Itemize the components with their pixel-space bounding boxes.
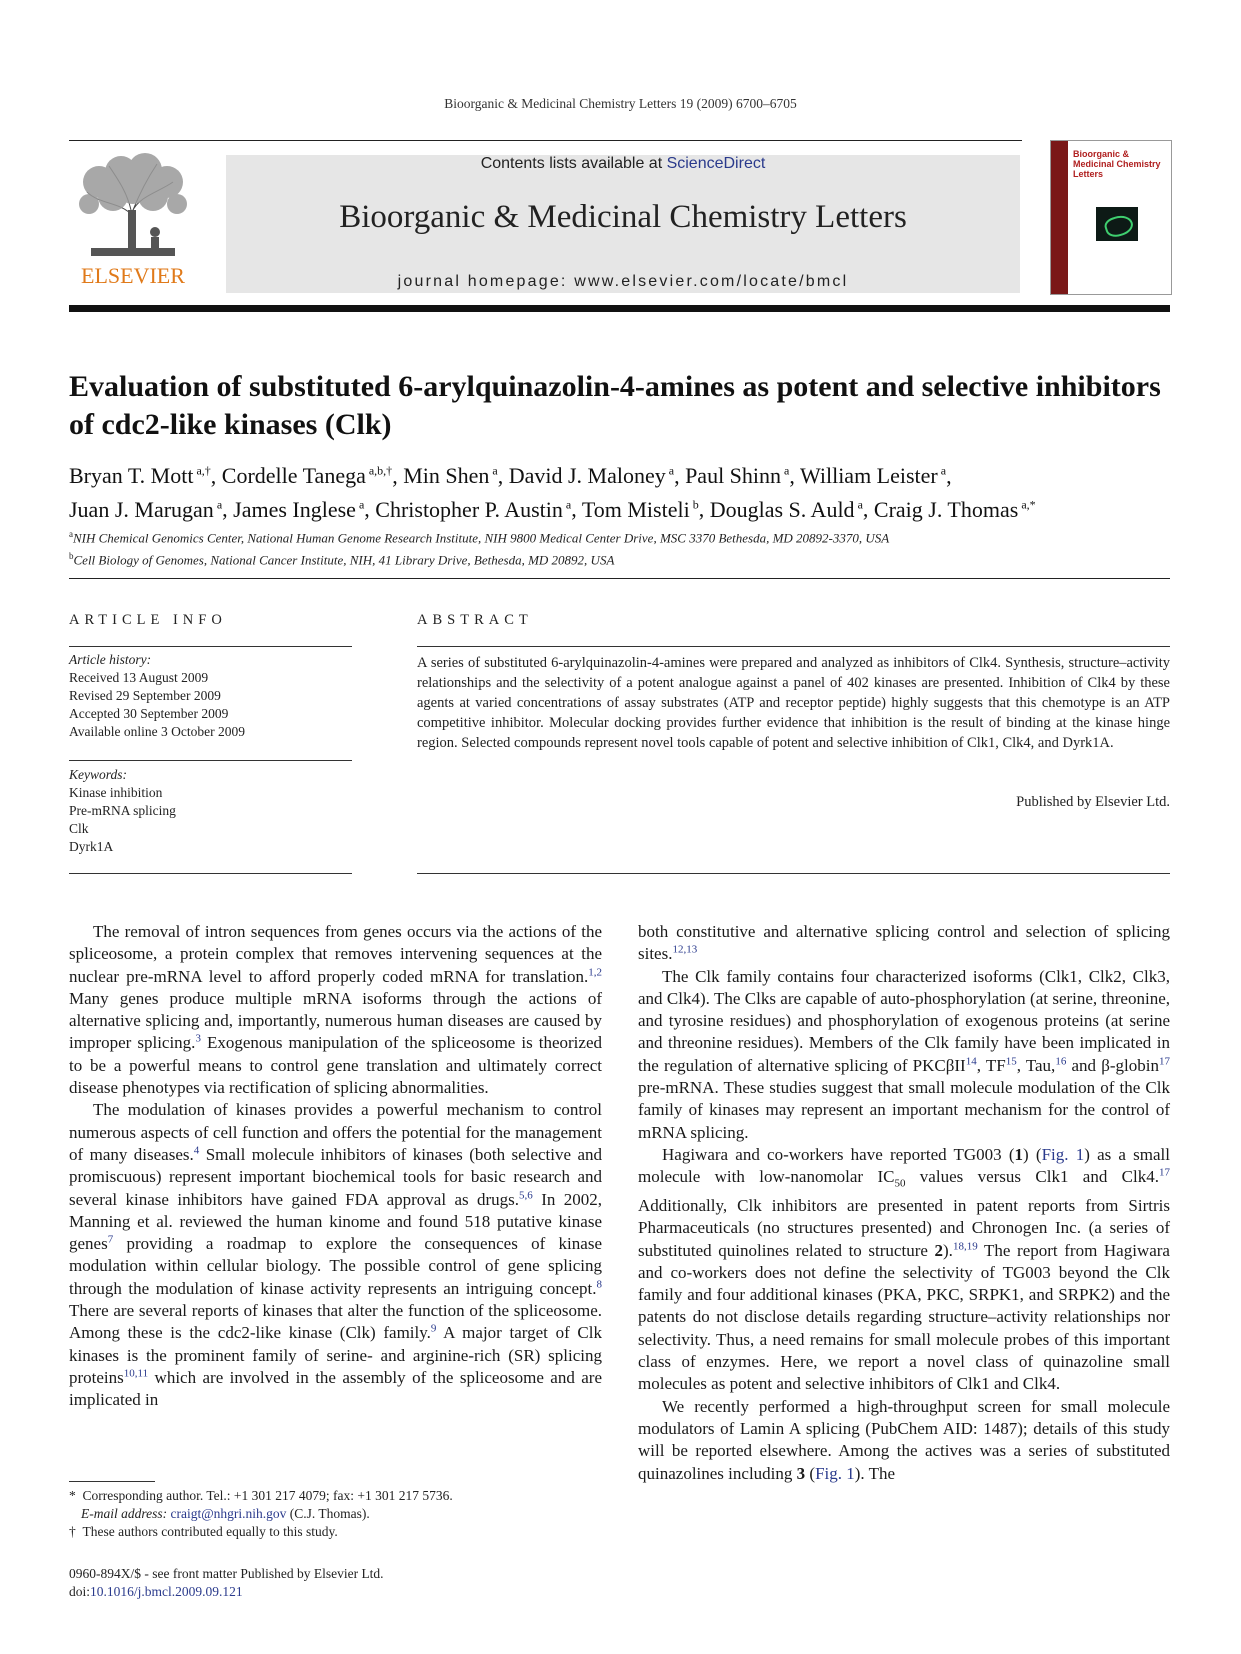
masthead-thick-rule bbox=[69, 305, 1170, 312]
author[interactable] bbox=[222, 463, 392, 488]
author-affiliation-mark: a,b,† bbox=[365, 464, 393, 478]
body-column-right bbox=[638, 921, 1170, 1485]
history-revised: Revised 29 September 2009 bbox=[69, 688, 221, 703]
author-affiliation-mark: a bbox=[355, 497, 365, 512]
affiliation-mark: b bbox=[69, 551, 74, 562]
abstract-heading: ABSTRACT bbox=[417, 612, 533, 628]
keyword: Dyrk1A bbox=[69, 839, 114, 854]
author-name: David J. Maloney bbox=[508, 463, 666, 489]
author-name: Christopher P. Austin bbox=[375, 496, 563, 522]
author-affiliation-mark: a bbox=[854, 497, 863, 512]
bottom-info bbox=[69, 1565, 609, 1601]
citation-reference[interactable]: 12,13 bbox=[672, 943, 698, 956]
author[interactable] bbox=[582, 497, 699, 522]
author[interactable] bbox=[685, 463, 789, 488]
author-name: Douglas S. Auld bbox=[709, 496, 855, 522]
affiliation bbox=[69, 525, 1170, 547]
author[interactable] bbox=[874, 497, 1036, 522]
figure-link[interactable]: Fig. 1 bbox=[815, 1463, 855, 1483]
doi-line bbox=[69, 1583, 609, 1601]
citation-reference[interactable]: 7 bbox=[107, 1233, 114, 1246]
affiliation-text: NIH Chemical Genomics Center, National Human Genome Research Institute, NIH 9800 Medical Center Drive, MSC 3370 Bethesda, MD 20892-3370, USA bbox=[73, 530, 890, 546]
journal-banner bbox=[226, 155, 1020, 293]
footnote-rule bbox=[69, 1481, 155, 1482]
abstract-bottom-rule bbox=[417, 873, 1170, 874]
subscript: 50 bbox=[894, 1177, 906, 1190]
elsevier-tree-icon bbox=[69, 152, 197, 292]
email-suffix: (C.J. Thomas). bbox=[286, 1506, 370, 1521]
body-paragraph: Hagiwara and co-workers have reported TG003 (1) (Fig. 1) as a small molecule with low-nanomolar $IC_{50}$ values versus Clk1 and Clk4.17 Additionally, Clk inhibitors are presented in patent reports from Sirtris Pharmaceuticals (no structures presented) and Chronogen Inc. (a series of substituted quinolines related to structure 2).$^{18,19}$ The report from Hagiwara and co-workers does not define the selectivity of TG003 beyond the Clk family and four additional kinases (PKA, PKC, SRPK1, and SRPK2) and the patents do not disclose details regarding structure–activity relationships nor selectivity. Thus, a need remains for small molecule probes of this important class of enzymes. Here, we report a novel class of quinazoline small molecules as potent and selective inhibitors of Clk1 and Clk4. bbox=[638, 1144, 1170, 1394]
contents-line bbox=[226, 155, 1020, 173]
author[interactable] bbox=[69, 497, 222, 522]
author-name: Paul Shinn bbox=[685, 463, 782, 489]
author-affiliation-mark: a,* bbox=[1018, 497, 1036, 512]
citation-reference[interactable]: 17 bbox=[1159, 1166, 1170, 1179]
corresponding-text: Corresponding author. Tel.: +1 301 217 4079; fax: +1 301 217 5736. bbox=[82, 1488, 453, 1503]
author[interactable] bbox=[69, 463, 211, 488]
body-paragraph: The removal of intron sequences from genes occurs via the actions of the spliceosome, a protein complex that removes intervening sequences at the nuclear pre-mRNA level to afford properly coded mRNA for translation.$^{1,2}$ Many genes produce multiple mRNA isoforms through the actions of alternative splicing and, importantly, numerous human diseases are caused by improper splicing.$^3$ Exogenous manipulation of the spliceosome is theorized to be a powerful means to control gene translation and ultimately correct disease phenotypes via rectification of splicing abnormalities. bbox=[69, 922, 602, 1098]
keyword: Kinase inhibition bbox=[69, 785, 163, 800]
citation-reference[interactable]: 16 bbox=[1055, 1055, 1067, 1068]
author-affiliation-mark: a bbox=[562, 497, 572, 512]
article-info-rule bbox=[69, 646, 352, 647]
compound-number: 3 bbox=[796, 1463, 806, 1483]
author-name: Tom Misteli bbox=[581, 496, 690, 522]
author-affiliation-mark: b bbox=[689, 497, 699, 512]
doi-prefix: doi: bbox=[69, 1584, 91, 1599]
affiliation bbox=[69, 547, 1170, 569]
author[interactable] bbox=[800, 463, 946, 488]
issn-line: 0960-894X/$ - see front matter Published by Elsevier Ltd. bbox=[69, 1566, 384, 1581]
keyword: Pre-mRNA splicing bbox=[69, 803, 176, 818]
citation-reference[interactable]: 1,2 bbox=[588, 965, 602, 978]
article-info-heading: ARTICLE INFO bbox=[69, 612, 227, 628]
article-history bbox=[69, 651, 352, 741]
author-affiliation-mark: a bbox=[213, 497, 223, 512]
history-label: Article history: bbox=[69, 652, 152, 667]
article-title: Evaluation of substituted 6-arylquinazolin-4-amines as potent and selective inhibitors of cdc2-like kinases (Clk) bbox=[69, 370, 1161, 441]
author-name: Juan J. Marugan bbox=[69, 496, 214, 522]
citation-reference[interactable]: 14 bbox=[965, 1055, 977, 1068]
body-paragraph: The Clk family contains four characterized isoforms (Clk1, Clk2, Clk3, and Clk4). The Clks are capable of auto-phosphorylation (at serine, threonine, and tyrosine residues) and phosphorylation of exogenous proteins (at serine and threonine residues). Members of the Clk family have been implicated in the regulation of alternative splicing of PKCβII$^{14}$, TF$^{15}$, Tau,$^{16}$ and β-globin$^{17}$ pre-mRNA. These studies suggest that small molecule modulation of the Clk family of kinases may represent an important mechanism for the control of mRNA splicing. bbox=[638, 966, 1170, 1142]
author-list: Bryan T. Mott $^{a,\dagger}$, Cordelle Tanega $^{a,b,\dagger}$, Min Shen $^a$, David J. Maloney $^a$, Paul Shinn $^a$, William Leister $^a$, Juan J. Marugan $^a$, James Inglese $^a$, Christopher P. Austin $^a$, Tom Misteli $^b$, Douglas S. Auld $^a$, Craig J. Thomas $^{a,*}$ bbox=[69, 463, 1036, 522]
corresponding-author-note bbox=[69, 1487, 609, 1505]
history-online: Available online 3 October 2009 bbox=[69, 724, 245, 739]
elsevier-wordmark: ELSEVIER bbox=[81, 263, 185, 288]
affiliations bbox=[69, 525, 1170, 570]
journal-homepage[interactable]: journal homepage: www.elsevier.com/locate/bmcl bbox=[397, 273, 849, 290]
compound-number: 1 bbox=[1014, 1144, 1024, 1164]
keywords-label: Keywords: bbox=[69, 767, 127, 782]
footnote-mark: † bbox=[69, 1524, 76, 1539]
citation-reference[interactable]: 17 bbox=[1158, 1055, 1170, 1068]
author-affiliation-mark: a bbox=[937, 464, 947, 478]
affiliation-mark: a bbox=[69, 529, 73, 539]
header-rule bbox=[69, 140, 1022, 141]
citation-reference[interactable]: 5,6 bbox=[519, 1188, 533, 1201]
figure-link[interactable]: Fig. 1 bbox=[1041, 1144, 1085, 1164]
email-link[interactable]: craigt@nhgri.nih.gov bbox=[170, 1506, 287, 1521]
affiliation-text: Cell Biology of Genomes, National Cancer Institute, NIH, 41 Library Drive, Bethesda, MD 20892, USA bbox=[73, 552, 615, 568]
doi-link[interactable]: 10.1016/j.bmcl.2009.09.121 bbox=[90, 1584, 243, 1599]
citation-reference[interactable]: 15 bbox=[1005, 1055, 1017, 1068]
journal-title: Bioorganic & Medicinal Chemistry Letters bbox=[339, 199, 907, 235]
journal-cover-thumbnail[interactable] bbox=[1050, 140, 1172, 295]
author-affiliation-mark: a bbox=[489, 464, 498, 478]
author-name: Min Shen bbox=[403, 463, 490, 489]
history-accepted: Accepted 30 September 2009 bbox=[69, 706, 229, 721]
running-head: Bioorganic & Medicinal Chemistry Letters 19 (2009) 6700–6705 bbox=[444, 96, 797, 111]
author-affiliation-mark: a,† bbox=[193, 464, 211, 478]
author-affiliation-mark: a bbox=[781, 464, 790, 478]
compound-number: 2 bbox=[934, 1240, 944, 1260]
author[interactable] bbox=[403, 463, 498, 488]
body-paragraph: We recently performed a high-throughput screen for small molecule modulators of Lamin A splicing (PubChem AID: 1487); details of this study will be reported elsewhere. Among the actives was a series of substituted quinazolines including 3 (Fig. 1). The bbox=[638, 1396, 1170, 1483]
equal-contribution-note bbox=[69, 1523, 609, 1541]
citation-reference[interactable]: 3 bbox=[195, 1032, 201, 1045]
title-block-rule bbox=[69, 578, 1170, 579]
author[interactable] bbox=[375, 497, 571, 522]
keywords-rule bbox=[69, 760, 352, 761]
keyword: Clk bbox=[69, 821, 89, 836]
email-line bbox=[69, 1505, 609, 1523]
abstract-rule bbox=[417, 646, 1170, 647]
footnotes bbox=[69, 1487, 609, 1541]
citation-reference[interactable]: 4 bbox=[193, 1144, 200, 1157]
citation-reference[interactable]: 9 bbox=[430, 1322, 437, 1335]
history-received: Received 13 August 2009 bbox=[69, 670, 209, 685]
citation-reference[interactable]: 10,11 bbox=[123, 1367, 149, 1380]
cover-title: Bioorganic & Medicinal Chemistry Letters bbox=[1073, 149, 1161, 179]
footnote-mark: * bbox=[69, 1488, 76, 1503]
author-name: James Inglese bbox=[233, 496, 356, 522]
abstract-text: A series of substituted 6-arylquinazolin-4-amines were prepared and analyzed as inhibitors of Clk4. Synthesis, structure–activity relationships and the selectivity of a potent analogue against a panel of 402 kinases are presented. Inhibition of Clk4 by these agents at varied concentrations of assay substrates (ATP and receptor peptide) highly suggests that this chemotype is an ATP competitive inhibitor. Molecular docking provides further evidence that inhibition is the result of binding at the kinase hinge region. Selected compounds represent novel tools capable of potent and selective inhibition of Clk1, Clk4, and Dyrk1A. bbox=[417, 655, 1170, 752]
elsevier-logo[interactable] bbox=[69, 152, 197, 292]
sciencedirect-link[interactable]: ScienceDirect bbox=[666, 155, 766, 172]
cover-molecule-image bbox=[1096, 207, 1138, 241]
author[interactable] bbox=[233, 497, 364, 522]
author-name: Bryan T. Mott bbox=[69, 463, 194, 489]
author-name: Craig J. Thomas bbox=[873, 496, 1019, 522]
citation-reference[interactable]: 18,19 bbox=[952, 1239, 978, 1252]
author-affiliation-mark: a bbox=[665, 464, 675, 478]
cover-spine bbox=[1051, 141, 1068, 294]
body-paragraph: The modulation of kinases provides a powerful mechanism to control numerous aspects of cell function and offers the potential for the management of many diseases.$^4$ Small molecule inhibitors of kinases (both selective and promiscuous) represent important biochemical tools for basic research and several kinase inhibitors have gained FDA approval as drugs.$^{5,6}$ In 2002, Manning et al. reviewed the human kinome and found 518 putative kinase genes$^7$ providing a roadmap to explore the consequences of kinase modulation within cellular biology. The possible control of gene splicing through the modulation of kinase activity represents an intriguing concept.$^8$ There are several reports of kinases that alter the function of the spliceosome. Among these is the cdc2-like kinase (Clk) family.$^9$ A major target of Clk kinases is the prominent family of serine- and arginine-rich (SR) splicing proteins$^{10,11}$ which are involved in the assembly of the spliceosome and are implicated in bbox=[69, 1100, 603, 1410]
published-by: Published by Elsevier Ltd. bbox=[1016, 794, 1170, 810]
author[interactable] bbox=[710, 497, 863, 522]
email-label: E-mail address: bbox=[81, 1506, 168, 1521]
keywords bbox=[69, 766, 352, 856]
article-info-bottom-rule bbox=[69, 873, 352, 874]
author-name: William Leister bbox=[799, 463, 938, 489]
citation-reference[interactable]: 8 bbox=[596, 1278, 602, 1291]
body-column-left bbox=[69, 921, 602, 1412]
contents-prefix: Contents lists available at bbox=[480, 155, 667, 172]
author-name: Cordelle Tanega bbox=[221, 463, 366, 489]
dagger-text: These authors contributed equally to this study. bbox=[82, 1524, 338, 1539]
body-paragraph: both constitutive and alternative splicing control and selection of splicing sites.$^{12,13}$ bbox=[638, 922, 1170, 964]
author[interactable] bbox=[509, 463, 674, 488]
